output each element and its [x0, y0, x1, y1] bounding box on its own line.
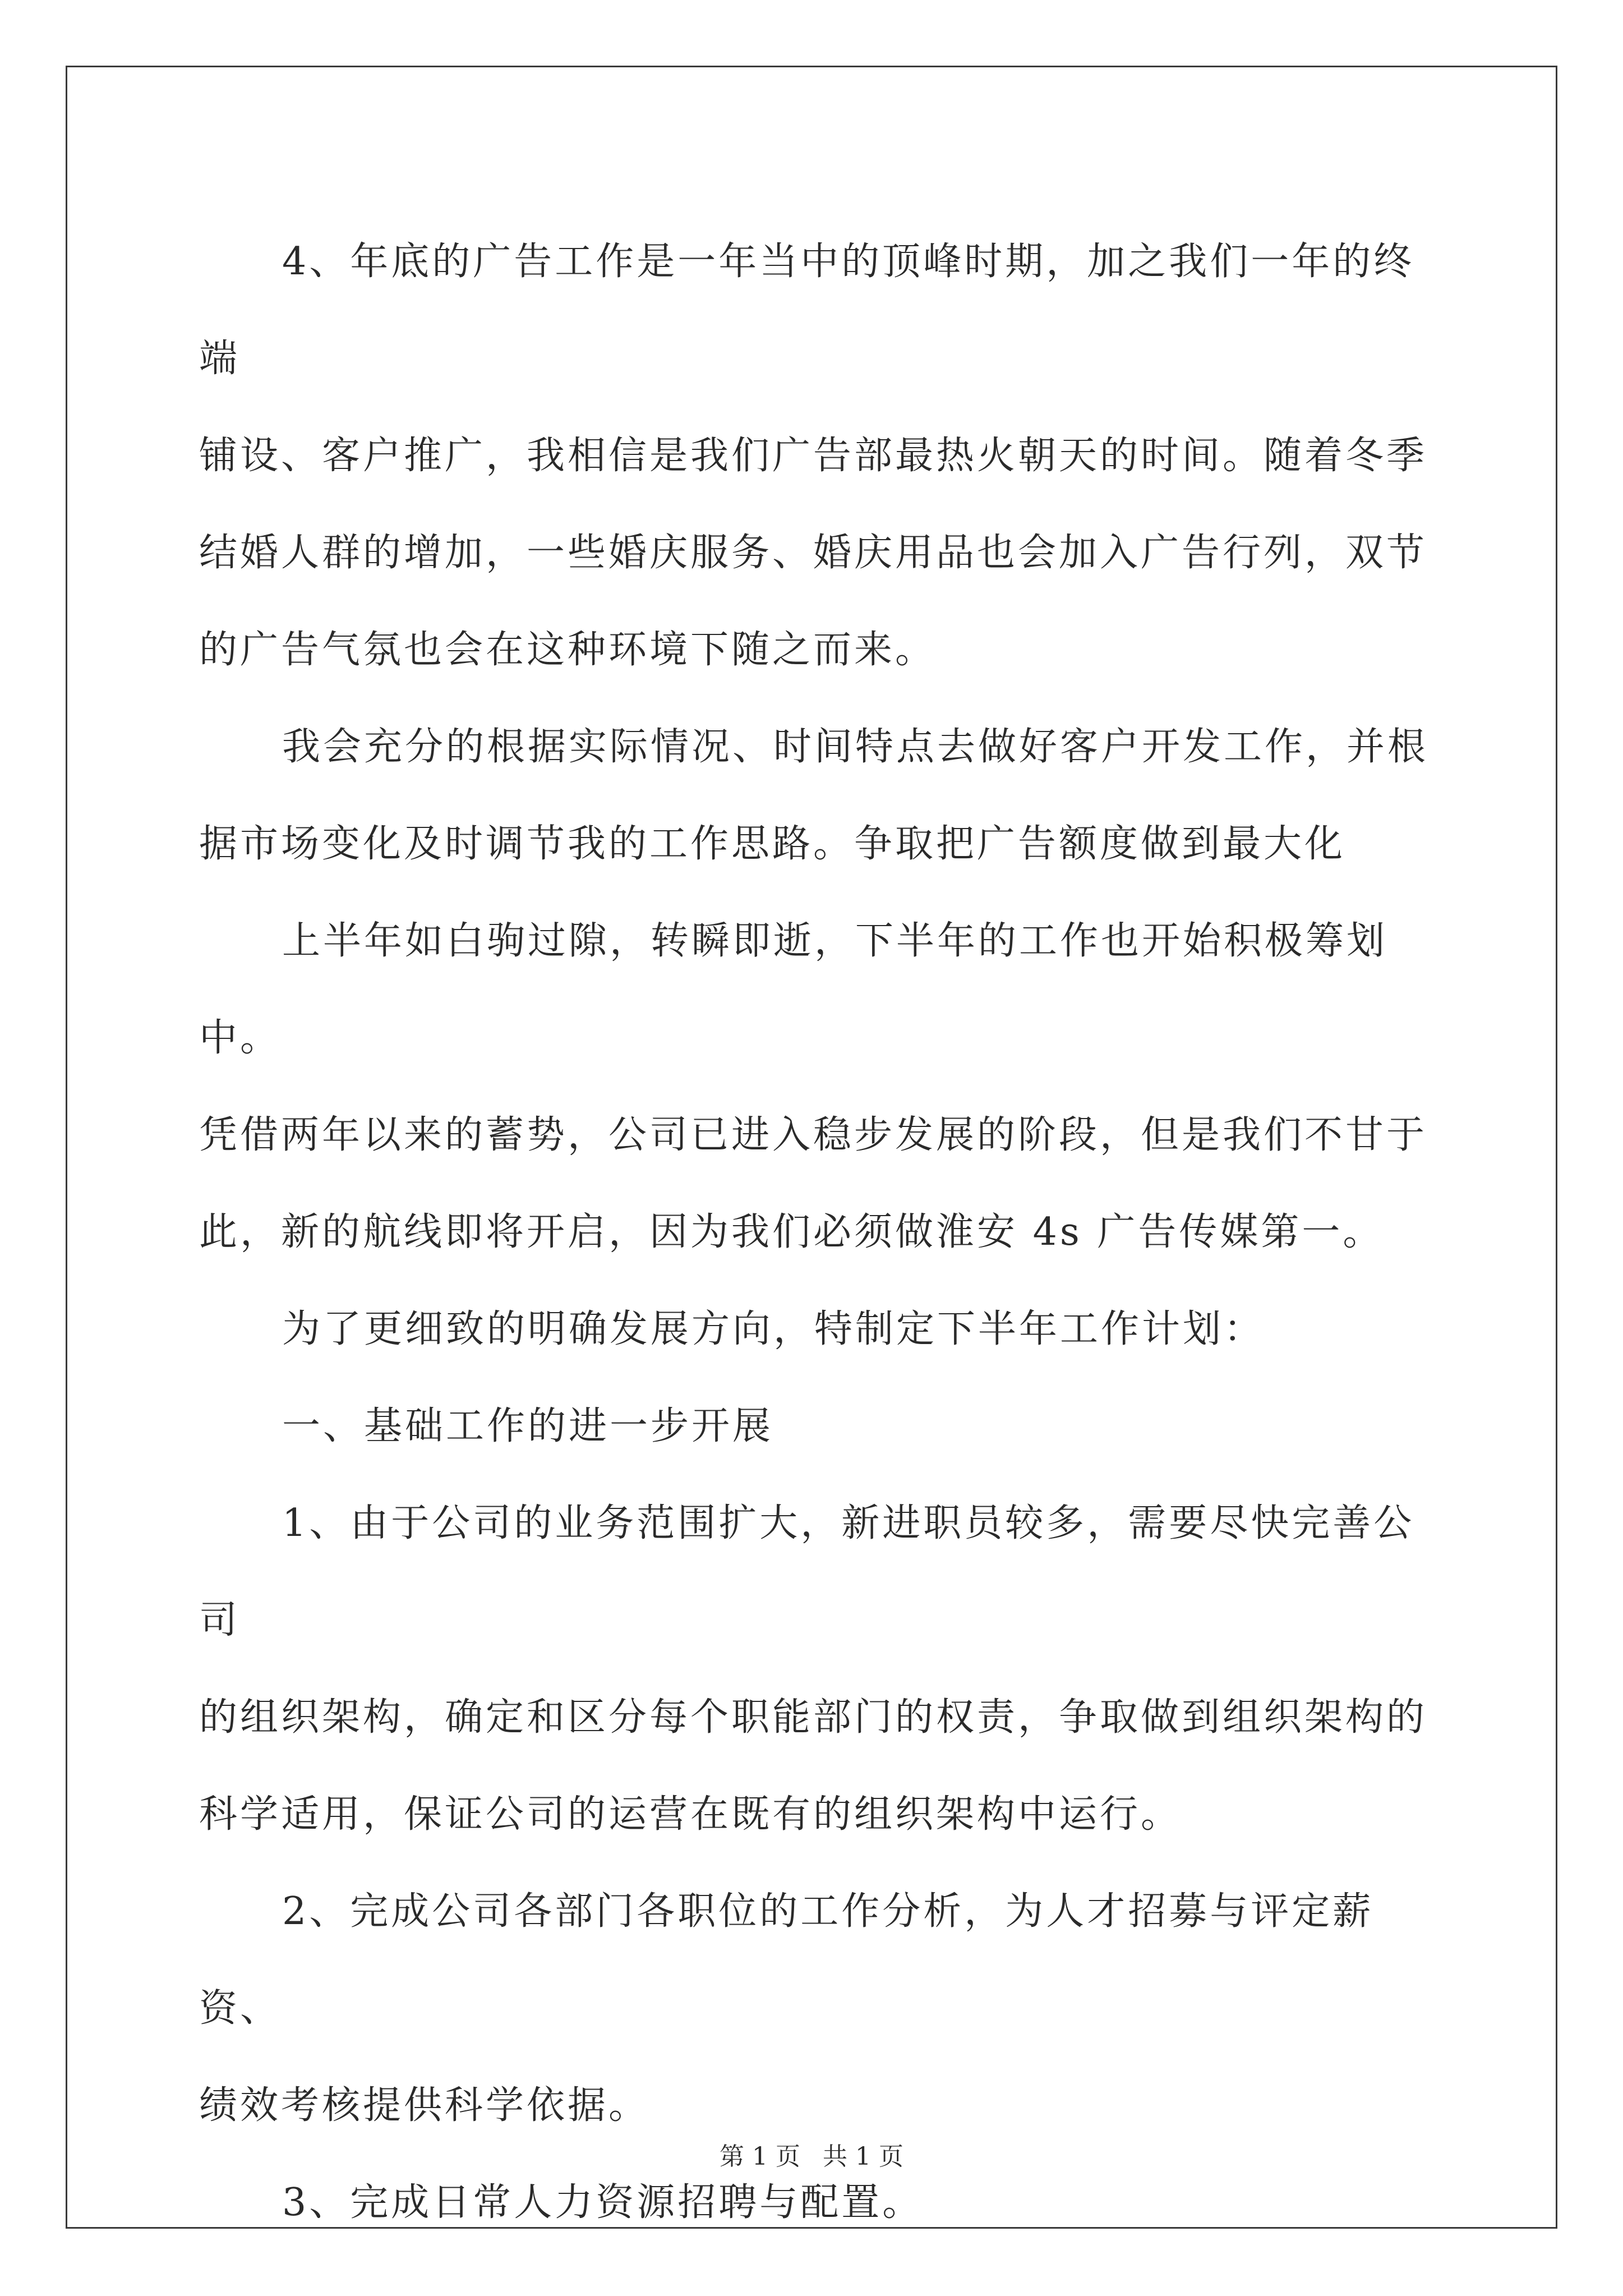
text-line: 科学适用，保证公司的运营在既有的组织架构中运行。 — [199, 1792, 1182, 1837]
paragraph-year-end-advertising — [199, 213, 1433, 698]
text-line: 结婚人群的增加，一些婚庆服务、婚庆用品也会加入广告行列，双节 — [199, 531, 1428, 575]
text-line: 上半年如白驹过隙，转瞬即逝，下半年的工作也开始积极筹划中。 — [199, 919, 1388, 1060]
section-heading-basic-work — [199, 1378, 1433, 1475]
document-body — [199, 213, 1433, 2251]
text-line: 一、基础工作的进一步开展 — [282, 1404, 774, 1448]
text-line: 据市场变化及时调节我的工作思路。争取把广告额度做到最大化 — [199, 822, 1346, 866]
text-line: 绩效考核提供科学依据。 — [199, 2083, 650, 2128]
paragraph-client-development — [199, 698, 1433, 892]
text-line: 此，新的航线即将开启，因为我们必须做淮安 4s 广告传媒第一。 — [199, 1210, 1384, 1254]
text-line: 1、由于公司的业务范围扩大，新进职员较多，需要尽快完善公司 — [199, 1501, 1415, 1642]
text-line: 凭借两年以来的蓄势，公司已进入稳步发展的阶段，但是我们不甘于 — [199, 1113, 1428, 1157]
page-footer — [0, 2136, 1623, 2172]
text-line: 的组织架构，确定和区分每个职能部门的权责，争取做到组织架构的 — [199, 1695, 1428, 1740]
text-line: 4、年底的广告工作是一年当中的顶峰时期，加之我们一年的终端 — [199, 240, 1415, 381]
text-line: 铺设、客户推广，我相信是我们广告部最热火朝天的时间。随着冬季 — [199, 434, 1428, 478]
paragraph-item-1 — [199, 1475, 1433, 1863]
text-line: 2、完成公司各部门各职位的工作分析，为人才招募与评定薪资、 — [199, 1889, 1374, 2031]
page-number-current: 第 1 页 — [720, 2142, 800, 2171]
text-line: 3、完成日常人力资源招聘与配置。 — [282, 2180, 924, 2225]
paragraph-item-2 — [199, 1863, 1433, 2154]
paragraph-half-year-review — [199, 892, 1433, 1281]
page-number-total: 共 1 页 — [823, 2142, 903, 2171]
text-line: 的广告气氛也会在这种环境下随之而来。 — [199, 628, 937, 672]
text-line: 我会充分的根据实际情况、时间特点去做好客户开发工作，并根 — [282, 725, 1429, 769]
paragraph-plan-intro — [199, 1281, 1433, 1378]
text-line: 为了更细致的明确发展方向，特制定下半年工作计划： — [282, 1307, 1265, 1351]
